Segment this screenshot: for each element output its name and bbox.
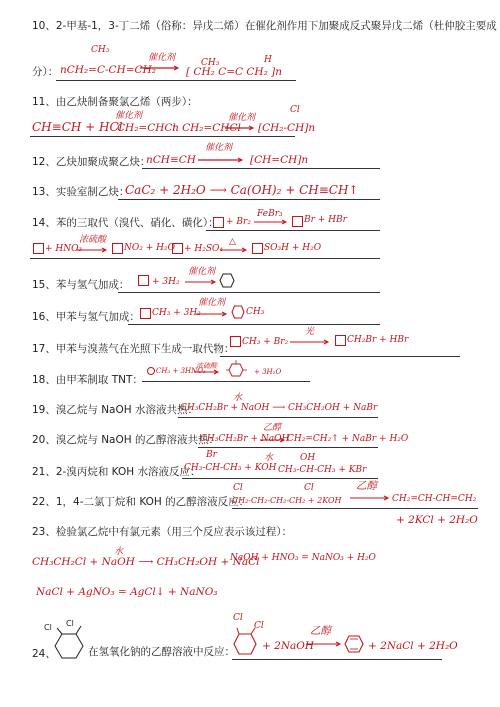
hw-condition: 水: [114, 547, 124, 557]
hw-condition: 催化剂: [188, 267, 216, 277]
hw-condition: 浓硫酸: [196, 362, 217, 370]
answer-line: [142, 168, 380, 169]
hw-cl: Cl: [304, 483, 314, 493]
benzene-ring-icon: [213, 217, 224, 228]
hw-condition: 浓硫酸: [79, 235, 107, 245]
hw-answer-14-b: Br + HBr: [304, 215, 347, 225]
hw-condition: 光: [305, 327, 315, 337]
question-19: 19、溴乙烷与 NaOH 水溶液共热：: [32, 404, 198, 416]
answer-line: [118, 292, 380, 293]
hw-answer-12-b: [CH=CH]n: [250, 154, 309, 166]
hw-answer-24-a: + 2NaOH: [262, 640, 315, 652]
hw-answer-20-a: CH₃CH₂Br + NaOH: [200, 434, 290, 444]
hw-answer-12-a: nCH≡CH: [146, 154, 196, 166]
hw-ch3-b: CH₃: [201, 58, 220, 68]
benzene-ring-icon: [230, 336, 241, 347]
question-13: 13、实验室制乙炔：: [32, 186, 130, 198]
question-22: 22、1，4-二氯丁烷和 KOH 的乙醇溶液反应：: [32, 496, 250, 508]
question-23: 23、检验氯乙烷中有氯元素（用三个反应表示该过程）：: [32, 526, 293, 538]
hw-cl: Cl: [254, 621, 264, 631]
question-15: 15、苯与氢气加成：: [32, 279, 130, 291]
hw-answer-17-b: CH₂Br + HBr: [347, 335, 409, 345]
hw-condition: 水: [264, 453, 274, 463]
hw-answer-11-d: [CH₂-CH]n: [258, 122, 316, 134]
hw-answer-14-e: + H₂SO₄: [184, 244, 224, 254]
hw-answer-22-c: + 2KCl + 2H₂O: [396, 514, 478, 526]
benzene-ring-icon: [147, 367, 155, 375]
hw-condition: 催化剂: [205, 143, 233, 153]
hw-answer-11-c: n CH₂=CHCl: [172, 122, 241, 134]
hw-condition: 乙醇: [356, 480, 377, 492]
answer-line: [232, 508, 478, 509]
benzene-ring-icon: [140, 308, 151, 319]
answer-line: [182, 478, 378, 479]
hw-answer-23-a: CH₃CH₂Cl + NaOH ⟶ CH₃CH₂OH + NaCl: [32, 556, 260, 568]
hw-answer-10-right: [ CH₂ C=C CH₂ ]n: [186, 66, 282, 78]
answer-line: [128, 324, 380, 325]
answer-line: [206, 230, 380, 231]
hw-answer-19: CH₃CH₂Br + NaOH ⟶ CH₃CH₂OH + NaBr: [180, 403, 378, 413]
hw-ch3: CH₃: [91, 45, 110, 55]
cyclohexane-icon: [219, 273, 235, 288]
hw-answer-14-a: + Br₂: [226, 217, 251, 227]
answer-line: [220, 356, 460, 357]
reaction-arrow: [220, 248, 248, 252]
hw-answer-16-b: CH₃: [246, 307, 265, 317]
hw-answer-23-b: NaOH + HNO₃ = NaNO₃ + H₂O: [230, 553, 376, 563]
hw-answer-22-a: CH₂-CH₂-CH₂-CH₂ + 2KOH: [232, 496, 342, 505]
question-12: 12、乙炔加聚成聚乙炔：: [32, 156, 151, 168]
hw-condition: 乙醇: [263, 423, 282, 433]
benzene-ring-icon: [138, 275, 149, 286]
hw-cl: Cl: [233, 613, 243, 623]
benzene-ring-icon: [112, 243, 123, 254]
hw-cl: Cl: [290, 105, 300, 115]
hw-answer-15-a: + 3H₂: [152, 277, 180, 287]
hw-answer-11-b: CH₂=CHCl: [117, 122, 176, 134]
answer-line: [30, 258, 380, 259]
tnt-structure-icon: [226, 360, 248, 380]
hw-answer-21-b: CH₃-CH-CH₃ + KBr: [278, 465, 367, 475]
benzene-ring-icon: [344, 634, 364, 654]
reaction-arrow: [350, 496, 390, 500]
answer-line: [142, 381, 310, 382]
question-11: 11、由乙炔制备聚氯乙烯（两步）：: [32, 96, 198, 108]
hw-answer-21-a: CH₃-CH-CH₃ + KOH: [184, 463, 277, 473]
reaction-arrow: [196, 312, 228, 316]
hw-answer-17-a: CH₃ + Br₂: [242, 337, 289, 347]
question-20: 20、溴乙烷与 NaOH 的乙醇溶液共热：: [32, 434, 219, 446]
hw-br: Br: [206, 450, 217, 460]
hw-condition: FeBr₃: [257, 209, 283, 219]
hw-answer-14-c: + HNO₃: [45, 244, 83, 254]
reaction-arrow: [198, 158, 244, 162]
reaction-arrow: [76, 248, 108, 252]
reaction-arrow: [140, 66, 180, 70]
hw-condition: 催化剂: [115, 111, 143, 121]
hw-answer-14-d: NO₂ + H₂O: [124, 243, 175, 253]
hw-cl: Cl: [233, 483, 243, 493]
question-10-cont: 分）：: [32, 66, 59, 78]
question-17: 17、甲苯与溴蒸气在光照下生成一取代物：: [32, 343, 235, 355]
answer-line: [178, 417, 378, 418]
answer-line: [118, 199, 380, 200]
hw-condition: 催化剂: [148, 53, 176, 63]
printed-cl: Cl: [44, 623, 52, 632]
benzene-ring-icon: [252, 243, 263, 254]
hw-answer-24-b: + 2NaCl + 2H₂O: [368, 640, 458, 652]
reaction-arrow: [306, 642, 342, 646]
hw-condition: 催化剂: [228, 113, 256, 123]
benzene-ring-icon: [172, 243, 183, 254]
reaction-arrow: [225, 126, 255, 130]
hw-condition: 催化剂: [198, 298, 226, 308]
hw-answer-20-b: CH₂=CH₂↑ + NaBr + H₂O: [287, 434, 409, 444]
reaction-arrow: [254, 220, 288, 224]
question-16: 16、甲苯与氢气加成：: [32, 311, 140, 323]
hw-answer-18-b: + 3H₂O: [254, 368, 282, 376]
reaction-arrow: [194, 370, 220, 374]
question-14: 14、苯的三取代（溴代、硝化、磺化）：: [32, 217, 219, 229]
hw-answer-14-f: SO₃H + H₂O: [264, 243, 322, 253]
hw-condition: △: [229, 237, 236, 247]
question-18: 18、由甲苯制取 TNT：: [32, 374, 143, 386]
hw-h: H: [264, 55, 272, 65]
hw-answer-22-b: CH₂=CH-CH=CH₂: [392, 494, 477, 504]
question-24: 在氢氧化钠的乙醇溶液中反应：: [88, 646, 235, 658]
answer-line: [30, 136, 295, 137]
hw-answer-23-c: NaCl + AgNO₃ = AgCl↓ + NaNO₃: [36, 586, 218, 598]
question-24-number: 24、: [32, 648, 56, 660]
hw-answer-10-left: nCH₂=C-CH=CH₂: [60, 64, 156, 76]
hw-answer-16-a: CH₃ + 3H₂: [152, 308, 201, 318]
hw-answer-11-a: CH≡CH + HCl: [32, 120, 123, 134]
benzene-ring-icon: [292, 216, 303, 227]
printed-cl: Cl: [66, 619, 74, 628]
reaction-arrow: [260, 438, 286, 442]
answer-line: [198, 447, 378, 448]
hw-answer-13: CaC₂ + 2H₂O ⟶ Ca(OH)₂ + CH≡CH↑: [125, 183, 359, 197]
hw-condition: 水: [233, 393, 243, 403]
answer-line: [232, 659, 442, 660]
reaction-arrow: [185, 280, 217, 284]
reaction-arrow: [290, 340, 330, 344]
cyclohexane-icon: [231, 305, 245, 319]
hw-answer-18-a: CH₃ + 3HNO₃: [156, 367, 206, 375]
answer-line: [56, 80, 296, 81]
hw-condition: 乙醇: [310, 625, 331, 637]
hw-oh: OH: [300, 453, 316, 463]
benzene-ring-icon: [335, 335, 346, 346]
question-10: 10、2-甲基-1，3-丁二烯（俗称：异戊二烯）在催化剂作用下加聚成反式聚异戊二烯（杜仲胶主要成: [32, 20, 497, 32]
benzene-ring-icon: [33, 243, 44, 254]
question-21: 21、2-溴丙烷和 KOH 水溶液反应：: [32, 466, 201, 478]
